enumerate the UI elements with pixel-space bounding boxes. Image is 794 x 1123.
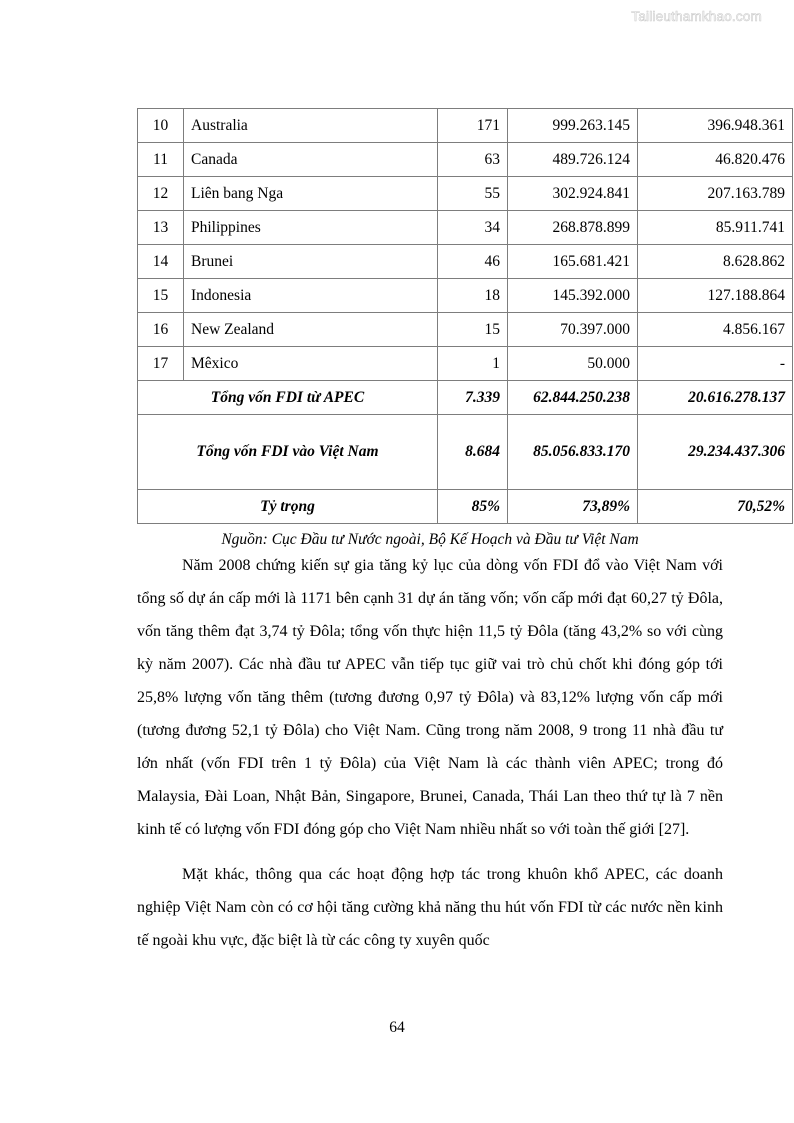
cell-total-projects: 8.684 (438, 415, 508, 490)
cell-registered: 489.726.124 (508, 143, 638, 177)
cell-implemented: 46.820.476 (638, 143, 793, 177)
cell-implemented: - (638, 347, 793, 381)
cell-implemented: 396.948.361 (638, 109, 793, 143)
cell-registered: 999.263.145 (508, 109, 638, 143)
cell-country: Philippines (184, 211, 438, 245)
cell-registered: 165.681.421 (508, 245, 638, 279)
cell-country: Liên bang Nga (184, 177, 438, 211)
table-row (138, 143, 793, 177)
cell-no: 11 (138, 143, 184, 177)
cell-country: New Zealand (184, 313, 438, 347)
cell-registered: 302.924.841 (508, 177, 638, 211)
table-row-share (138, 490, 793, 524)
table-row (138, 211, 793, 245)
cell-no: 12 (138, 177, 184, 211)
cell-implemented: 127.188.864 (638, 279, 793, 313)
paragraph-2: Mặt khác, thông qua các hoạt động hợp tác trong khuôn khổ APEC, các doanh nghiệp Việt Nam còn có cơ hội tăng cường khả năng thu hút vốn FDI từ các nước nền kinh tế ngoài khu vực, đặc biệt là từ các công ty xuyên quốc (137, 866, 723, 949)
cell-country: Mêxico (184, 347, 438, 381)
cell-country: Canada (184, 143, 438, 177)
cell-registered: 145.392.000 (508, 279, 638, 313)
table-row-total-vietnam (138, 415, 793, 490)
table-row (138, 313, 793, 347)
cell-registered: 268.878.899 (508, 211, 638, 245)
cell-total-registered: 62.844.250.238 (508, 381, 638, 415)
table-row (138, 347, 793, 381)
cell-implemented: 8.628.862 (638, 245, 793, 279)
fdi-table (137, 108, 793, 524)
cell-projects: 1 (438, 347, 508, 381)
cell-implemented: 85.911.741 (638, 211, 793, 245)
cell-no: 13 (138, 211, 184, 245)
cell-total-implemented: 20.616.278.137 (638, 381, 793, 415)
cell-projects: 55 (438, 177, 508, 211)
cell-projects: 171 (438, 109, 508, 143)
cell-projects: 34 (438, 211, 508, 245)
fdi-table-body (138, 109, 793, 524)
table-row (138, 279, 793, 313)
cell-total-label: Tổng vốn FDI vào Việt Nam (138, 415, 438, 490)
cell-projects: 15 (438, 313, 508, 347)
cell-no: 14 (138, 245, 184, 279)
cell-share-implemented: 70,52% (638, 490, 793, 524)
cell-projects: 63 (438, 143, 508, 177)
cell-total-label: Tổng vốn FDI từ APEC (138, 381, 438, 415)
table-source-caption: Nguồn: Cục Đầu tư Nước ngoài, Bộ Kế Hoạch và Đầu tư Việt Nam (221, 531, 639, 548)
cell-share-projects: 85% (438, 490, 508, 524)
cell-country: Brunei (184, 245, 438, 279)
cell-total-implemented: 29.234.437.306 (638, 415, 793, 490)
cell-total-registered: 85.056.833.170 (508, 415, 638, 490)
table-row-total-apec (138, 381, 793, 415)
cell-registered: 70.397.000 (508, 313, 638, 347)
cell-total-projects: 7.339 (438, 381, 508, 415)
cell-no: 17 (138, 347, 184, 381)
cell-country: Indonesia (184, 279, 438, 313)
cell-implemented: 207.163.789 (638, 177, 793, 211)
page-number: 64 (389, 1019, 405, 1036)
paragraph-1: Năm 2008 chứng kiến sự gia tăng kỷ lục của dòng vốn FDI đổ vào Việt Nam với tổng số dự án cấp mới là 1171 bên cạnh 31 dự án tăng vốn; vốn cấp mới đạt 60,27 tỷ Đôla, vốn tăng thêm đạt 3,74 tỷ Đôla; tổng vốn thực hiện 11,5 tỷ Đôla (tăng 43,2% so với cùng kỳ năm 2007). Các nhà đầu tư APEC vẫn tiếp tục giữ vai trò chủ chốt khi đóng góp tới 25,8% lượng vốn tăng thêm (tương đương 0,97 tỷ Đôla) và 83,12% lượng vốn cấp mới (tương đương 52,1 tỷ Đôla) cho Việt Nam. Cũng trong năm 2008, 9 trong 11 nhà đầu tư lớn nhất (vốn FDI trên 1 tỷ Đôla) của Việt Nam là các thành viên APEC; trong đó Malaysia, Đài Loan, Nhật Bản, Singapore, Brunei, Canada, Thái Lan theo thứ tự là 7 nền kinh tế có lượng vốn FDI đóng góp cho Việt Nam nhiều nhất so với toàn thế giới [27]. (137, 557, 723, 838)
cell-no: 15 (138, 279, 184, 313)
cell-no: 16 (138, 313, 184, 347)
table-row (138, 245, 793, 279)
cell-share-label: Tỷ trọng (138, 490, 438, 524)
cell-country: Australia (184, 109, 438, 143)
cell-projects: 46 (438, 245, 508, 279)
cell-registered: 50.000 (508, 347, 638, 381)
cell-share-registered: 73,89% (508, 490, 638, 524)
watermark-text: Tailieuthamkhao.com (631, 9, 762, 24)
table-row (138, 177, 793, 211)
cell-projects: 18 (438, 279, 508, 313)
cell-implemented: 4.856.167 (638, 313, 793, 347)
cell-no: 10 (138, 109, 184, 143)
table-row (138, 109, 793, 143)
page-content (137, 0, 785, 957)
